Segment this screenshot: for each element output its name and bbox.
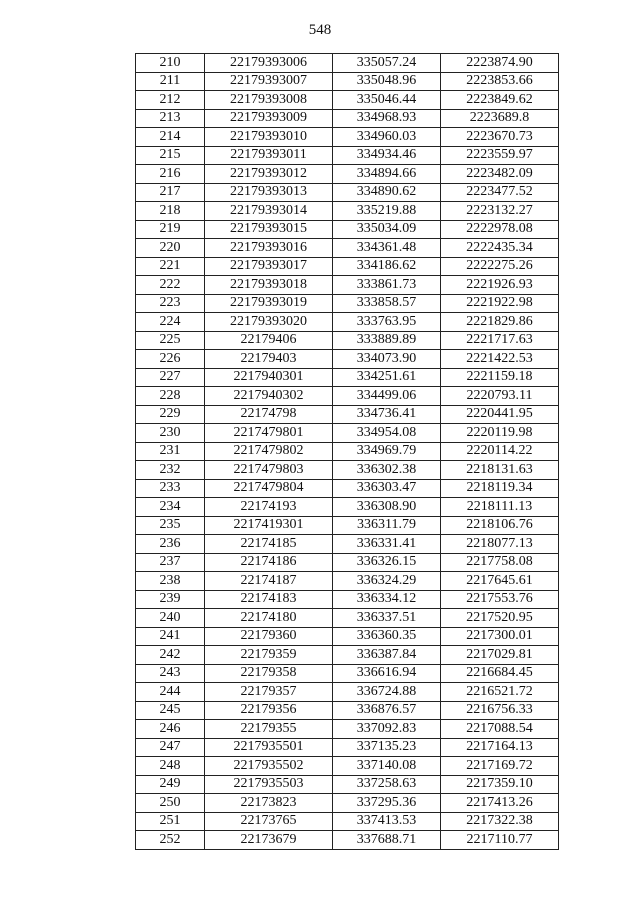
point-id-cell: 22179393018 [205,276,333,295]
point-id-cell: 22179393015 [205,220,333,239]
table-row [136,313,559,332]
row-number-cell: 219 [136,220,205,239]
y-coordinate-cell: 2223477.52 [441,183,559,202]
table-row [136,128,559,147]
y-coordinate-cell: 2218111.13 [441,498,559,517]
table-row [136,368,559,387]
x-coordinate-cell: 337413.53 [333,812,441,831]
point-id-cell: 22179360 [205,627,333,646]
row-number-cell: 238 [136,572,205,591]
x-coordinate-cell: 334969.79 [333,442,441,461]
table-row [136,350,559,369]
y-coordinate-cell: 2220114.22 [441,442,559,461]
row-number-cell: 234 [136,498,205,517]
row-number-cell: 242 [136,646,205,665]
x-coordinate-cell: 334251.61 [333,368,441,387]
table-row [136,498,559,517]
table-row [136,442,559,461]
point-id-cell: 22174193 [205,498,333,517]
y-coordinate-cell: 2217300.01 [441,627,559,646]
point-id-cell: 2217940301 [205,368,333,387]
y-coordinate-cell: 2221159.18 [441,368,559,387]
y-coordinate-cell: 2217413.26 [441,794,559,813]
y-coordinate-cell: 2221422.53 [441,350,559,369]
point-id-cell: 22179393007 [205,72,333,91]
row-number-cell: 240 [136,609,205,628]
y-coordinate-cell: 2218119.34 [441,479,559,498]
page-number: 548 [308,22,332,38]
y-coordinate-cell: 2217520.95 [441,609,559,628]
row-number-cell: 210 [136,54,205,73]
row-number-cell: 250 [136,794,205,813]
table-row [136,757,559,776]
y-coordinate-cell: 2221926.93 [441,276,559,295]
y-coordinate-cell: 2216756.33 [441,701,559,720]
row-number-cell: 232 [136,461,205,480]
row-number-cell: 223 [136,294,205,313]
row-number-cell: 227 [136,368,205,387]
y-coordinate-cell: 2217553.76 [441,590,559,609]
x-coordinate-cell: 337092.83 [333,720,441,739]
row-number-cell: 247 [136,738,205,757]
table-row [136,590,559,609]
x-coordinate-cell: 336334.12 [333,590,441,609]
y-coordinate-cell: 2217758.08 [441,553,559,572]
row-number-cell: 241 [136,627,205,646]
y-coordinate-cell: 2220441.95 [441,405,559,424]
row-number-cell: 251 [136,812,205,831]
x-coordinate-cell: 337135.23 [333,738,441,757]
row-number-cell: 220 [136,239,205,258]
row-number-cell: 231 [136,442,205,461]
table-row [136,683,559,702]
y-coordinate-cell: 2217645.61 [441,572,559,591]
point-id-cell: 22179355 [205,720,333,739]
y-coordinate-cell: 2223559.97 [441,146,559,165]
table-row [136,479,559,498]
table-row [136,609,559,628]
point-id-cell: 22179393012 [205,165,333,184]
row-number-cell: 221 [136,257,205,276]
point-id-cell: 2217479801 [205,424,333,443]
coordinates-table-body [136,54,559,850]
point-id-cell: 22174180 [205,609,333,628]
table-row [136,146,559,165]
row-number-cell: 216 [136,165,205,184]
point-id-cell: 22179393017 [205,257,333,276]
point-id-cell: 22174185 [205,535,333,554]
row-number-cell: 226 [136,350,205,369]
x-coordinate-cell: 337295.36 [333,794,441,813]
point-id-cell: 22174183 [205,590,333,609]
x-coordinate-cell: 334960.03 [333,128,441,147]
y-coordinate-cell: 2218131.63 [441,461,559,480]
x-coordinate-cell: 336311.79 [333,516,441,535]
x-coordinate-cell: 337258.63 [333,775,441,794]
point-id-cell: 22179393010 [205,128,333,147]
y-coordinate-cell: 2222275.26 [441,257,559,276]
table-row [136,701,559,720]
x-coordinate-cell: 334073.90 [333,350,441,369]
point-id-cell: 22173765 [205,812,333,831]
x-coordinate-cell: 336331.41 [333,535,441,554]
point-id-cell: 22173823 [205,794,333,813]
table-row [136,535,559,554]
table-row [136,553,559,572]
x-coordinate-cell: 336876.57 [333,701,441,720]
row-number-cell: 213 [136,109,205,128]
x-coordinate-cell: 336308.90 [333,498,441,517]
y-coordinate-cell: 2223132.27 [441,202,559,221]
point-id-cell: 22174798 [205,405,333,424]
table-row [136,202,559,221]
coordinates-table [135,53,559,850]
table-row [136,405,559,424]
x-coordinate-cell: 336303.47 [333,479,441,498]
x-coordinate-cell: 336302.38 [333,461,441,480]
point-id-cell: 2217479803 [205,461,333,480]
table-row [136,720,559,739]
row-number-cell: 212 [136,91,205,110]
x-coordinate-cell: 334186.62 [333,257,441,276]
table-row [136,109,559,128]
y-coordinate-cell: 2223482.09 [441,165,559,184]
point-id-cell: 22179393020 [205,313,333,332]
x-coordinate-cell: 335034.09 [333,220,441,239]
table-row [136,165,559,184]
row-number-cell: 239 [136,590,205,609]
x-coordinate-cell: 335057.24 [333,54,441,73]
table-row [136,424,559,443]
x-coordinate-cell: 334499.06 [333,387,441,406]
x-coordinate-cell: 334361.48 [333,239,441,258]
x-coordinate-cell: 337688.71 [333,831,441,850]
table-row [136,516,559,535]
x-coordinate-cell: 336387.84 [333,646,441,665]
coordinates-table-container [135,53,559,850]
row-number-cell: 246 [136,720,205,739]
x-coordinate-cell: 336360.35 [333,627,441,646]
table-row [136,91,559,110]
x-coordinate-cell: 334954.08 [333,424,441,443]
point-id-cell: 22179357 [205,683,333,702]
row-number-cell: 218 [136,202,205,221]
x-coordinate-cell: 337140.08 [333,757,441,776]
point-id-cell: 2217479802 [205,442,333,461]
table-row [136,276,559,295]
table-row [136,239,559,258]
table-row [136,331,559,350]
row-number-cell: 230 [136,424,205,443]
point-id-cell: 22174187 [205,572,333,591]
y-coordinate-cell: 2217169.72 [441,757,559,776]
row-number-cell: 228 [136,387,205,406]
y-coordinate-cell: 2217359.10 [441,775,559,794]
row-number-cell: 222 [136,276,205,295]
row-number-cell: 233 [136,479,205,498]
point-id-cell: 22179393008 [205,91,333,110]
table-row [136,387,559,406]
x-coordinate-cell: 333861.73 [333,276,441,295]
row-number-cell: 214 [136,128,205,147]
table-row [136,812,559,831]
point-id-cell: 22174186 [205,553,333,572]
y-coordinate-cell: 2216521.72 [441,683,559,702]
point-id-cell: 22179403 [205,350,333,369]
point-id-cell: 22173679 [205,831,333,850]
x-coordinate-cell: 335046.44 [333,91,441,110]
y-coordinate-cell: 2221829.86 [441,313,559,332]
point-id-cell: 2217935502 [205,757,333,776]
y-coordinate-cell: 2222435.34 [441,239,559,258]
point-id-cell: 22179393013 [205,183,333,202]
y-coordinate-cell: 2217322.38 [441,812,559,831]
point-id-cell: 2217479804 [205,479,333,498]
row-number-cell: 235 [136,516,205,535]
x-coordinate-cell: 335219.88 [333,202,441,221]
point-id-cell: 2217419301 [205,516,333,535]
y-coordinate-cell: 2218106.76 [441,516,559,535]
point-id-cell: 22179393014 [205,202,333,221]
point-id-cell: 22179359 [205,646,333,665]
row-number-cell: 237 [136,553,205,572]
table-row [136,831,559,850]
table-row [136,646,559,665]
point-id-cell: 22179356 [205,701,333,720]
table-row [136,294,559,313]
x-coordinate-cell: 334736.41 [333,405,441,424]
point-id-cell: 22179393019 [205,294,333,313]
x-coordinate-cell: 336724.88 [333,683,441,702]
row-number-cell: 211 [136,72,205,91]
row-number-cell: 245 [136,701,205,720]
table-row [136,72,559,91]
x-coordinate-cell: 336324.29 [333,572,441,591]
table-row [136,257,559,276]
x-coordinate-cell: 334890.62 [333,183,441,202]
y-coordinate-cell: 2223670.73 [441,128,559,147]
y-coordinate-cell: 2222978.08 [441,220,559,239]
y-coordinate-cell: 2223853.66 [441,72,559,91]
point-id-cell: 22179393011 [205,146,333,165]
table-row [136,627,559,646]
point-id-cell: 2217935501 [205,738,333,757]
row-number-cell: 225 [136,331,205,350]
table-row [136,664,559,683]
row-number-cell: 236 [136,535,205,554]
row-number-cell: 252 [136,831,205,850]
table-row [136,572,559,591]
y-coordinate-cell: 2220119.98 [441,424,559,443]
row-number-cell: 215 [136,146,205,165]
x-coordinate-cell: 333889.89 [333,331,441,350]
row-number-cell: 229 [136,405,205,424]
point-id-cell: 22179393016 [205,239,333,258]
x-coordinate-cell: 333763.95 [333,313,441,332]
y-coordinate-cell: 2220793.11 [441,387,559,406]
y-coordinate-cell: 2223689.8 [441,109,559,128]
point-id-cell: 2217940302 [205,387,333,406]
table-row [136,183,559,202]
y-coordinate-cell: 2217110.77 [441,831,559,850]
table-row [136,775,559,794]
x-coordinate-cell: 334934.46 [333,146,441,165]
table-row [136,738,559,757]
table-row [136,220,559,239]
point-id-cell: 22179393009 [205,109,333,128]
x-coordinate-cell: 333858.57 [333,294,441,313]
table-row [136,54,559,73]
x-coordinate-cell: 336326.15 [333,553,441,572]
y-coordinate-cell: 2216684.45 [441,664,559,683]
y-coordinate-cell: 2221922.98 [441,294,559,313]
row-number-cell: 224 [136,313,205,332]
point-id-cell: 2217935503 [205,775,333,794]
point-id-cell: 22179358 [205,664,333,683]
row-number-cell: 217 [136,183,205,202]
x-coordinate-cell: 334968.93 [333,109,441,128]
x-coordinate-cell: 334894.66 [333,165,441,184]
y-coordinate-cell: 2217029.81 [441,646,559,665]
row-number-cell: 244 [136,683,205,702]
point-id-cell: 22179393006 [205,54,333,73]
y-coordinate-cell: 2218077.13 [441,535,559,554]
table-row [136,461,559,480]
y-coordinate-cell: 2223849.62 [441,91,559,110]
y-coordinate-cell: 2221717.63 [441,331,559,350]
x-coordinate-cell: 336337.51 [333,609,441,628]
y-coordinate-cell: 2223874.90 [441,54,559,73]
point-id-cell: 22179406 [205,331,333,350]
y-coordinate-cell: 2217164.13 [441,738,559,757]
row-number-cell: 249 [136,775,205,794]
x-coordinate-cell: 335048.96 [333,72,441,91]
table-row [136,794,559,813]
row-number-cell: 248 [136,757,205,776]
row-number-cell: 243 [136,664,205,683]
x-coordinate-cell: 336616.94 [333,664,441,683]
y-coordinate-cell: 2217088.54 [441,720,559,739]
